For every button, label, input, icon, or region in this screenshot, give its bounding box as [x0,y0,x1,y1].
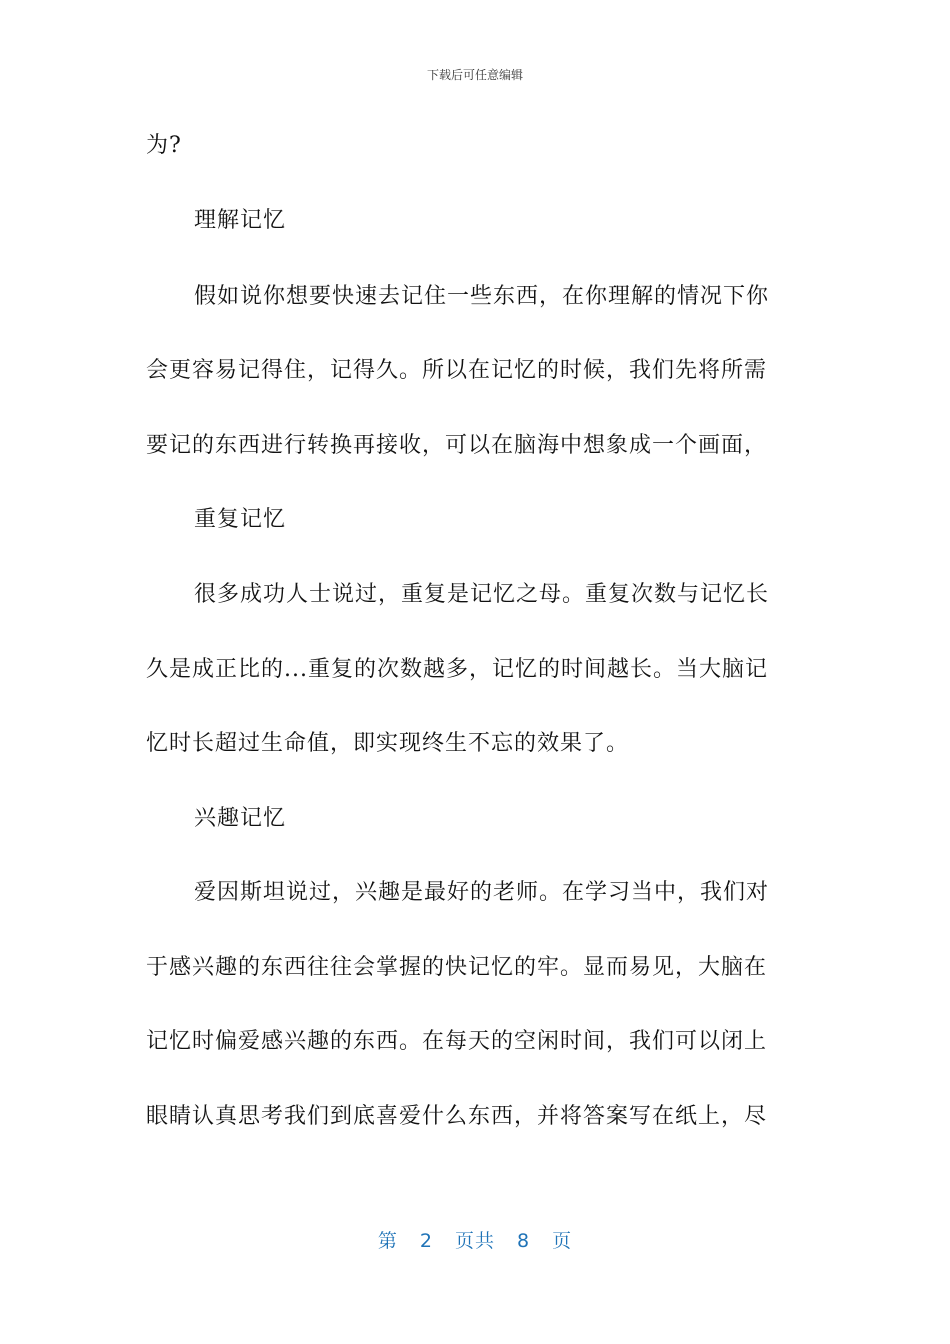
paragraph-line: 假如说你想要快速去记住一些东西，在你理解的情况下你 [194,284,770,309]
paragraph-line: 要记的东西进行转换再接收，可以在脑海中想象成一个画面， [146,433,768,458]
section-heading-understanding-memory: 理解记忆 [194,208,287,233]
paragraph-line: 忆时长超过生命值，即实现终生不忘的效果了。 [146,731,630,756]
text-line: 为? [146,133,182,158]
footer-middle: 页共 [454,1230,495,1252]
section-heading-repetition-memory: 重复记忆 [194,507,287,532]
paragraph-line: 久是成正比的...重复的次数越多，记忆的时间越长。当大脑记 [146,657,768,682]
paragraph-line: 于感兴趣的东西往往会掌握的快记忆的牢。显而易见，大脑在 [146,955,768,980]
section-heading-interest-memory: 兴趣记忆 [194,806,287,831]
paragraph-line: 会更容易记得住，记得久。所以在记忆的时候，我们先将所需 [146,358,768,383]
paragraph-line: 眼睛认真思考我们到底喜爱什么东西，并将答案写在纸上，尽 [146,1104,768,1129]
paragraph-line: 记忆时偏爱感兴趣的东西。在每天的空闲时间，我们可以闭上 [146,1029,768,1054]
footer-prefix: 第 [377,1230,398,1252]
total-page-count: 8 [517,1230,531,1252]
paragraph-line: 爱因斯坦说过，兴趣是最好的老师。在学习当中，我们对 [194,880,770,905]
footer-suffix: 页 [552,1230,573,1252]
page-footer [0,1226,950,1253]
paragraph-line: 很多成功人士说过，重复是记忆之母。重复次数与记忆长 [194,582,770,607]
page-header: 下载后可任意编辑 [426,68,523,82]
current-page-number: 2 [419,1230,433,1252]
